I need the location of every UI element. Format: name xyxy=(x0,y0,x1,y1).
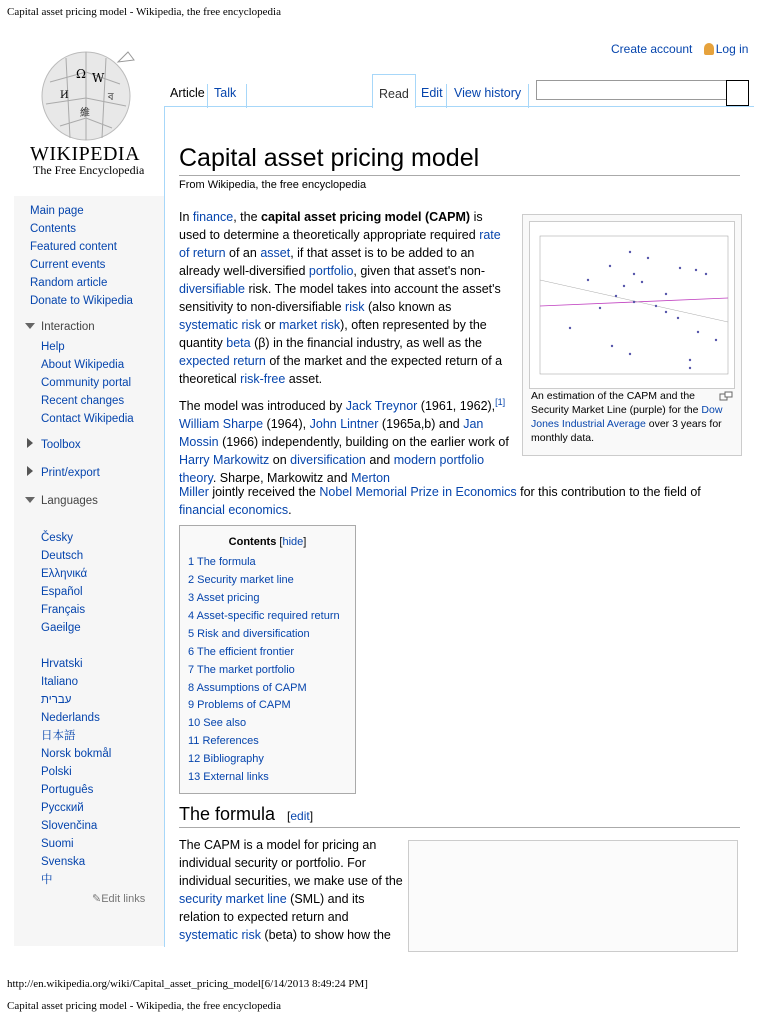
intro-paragraph: In finance, the capital asset pricing model (CAPM) is used to determine a theoretically appropriate required rate of return of an asset, if that asset is to be added to an already well-diversified portfolio, given that asset's non-diversifiable risk. The model takes into account the asset's sensitivity to non-diversifiable risk (also known as systematic risk or market risk), often represented by the quantity beta (β) in the financial industry, as well as the expected return of the market and the expected return of a theoretical risk-free asset. xyxy=(179,210,503,386)
toc-item[interactable]: 7 The market portfolio xyxy=(188,664,295,676)
log-in-link[interactable]: Log in xyxy=(715,42,749,56)
collapse-arrow-icon xyxy=(25,323,35,329)
language-link[interactable]: Česky xyxy=(41,532,73,544)
toc-title: Contents [hide] xyxy=(228,536,307,548)
sidebar-item-contents[interactable]: Contents xyxy=(30,223,77,235)
svg-text:И: И xyxy=(60,90,69,101)
page-title: Capital asset pricing model xyxy=(179,144,480,172)
pencil-icon: ✎ xyxy=(92,893,102,905)
language-link[interactable]: Ελληνικά xyxy=(41,568,88,580)
toc-item[interactable]: 9 Problems of CAPM xyxy=(188,699,291,711)
language-link[interactable]: 日本語 xyxy=(41,730,76,742)
sidebar-section-toolbox[interactable]: Toolbox xyxy=(27,438,81,451)
language-link[interactable]: עברית xyxy=(41,694,72,706)
figure-caption: An estimation of the CAPM and the Security Market Line (purple) for the Dow Jones Industrial Average over 3 years for monthly data. xyxy=(531,390,723,444)
formula-paragraph: The CAPM is a model for pricing an individual security or portfolio. For individual securities, we make use of the security market line (SML) and its relation to expected return and systematic risk (beta) to show how the xyxy=(179,838,403,942)
tab-article[interactable]: Article xyxy=(170,86,205,100)
language-link[interactable]: Français xyxy=(41,604,86,616)
toc-item[interactable]: 6 The efficient frontier xyxy=(188,646,294,658)
sidebar-item-current-events[interactable]: Current events xyxy=(30,259,106,271)
section-heading: The formula xyxy=(179,804,276,824)
toc-item[interactable]: 4 Asset-specific required return xyxy=(188,610,340,622)
logo-subtitle: The Free Encyclopedia xyxy=(33,163,145,177)
toc-item[interactable]: 2 Security market line xyxy=(188,574,294,586)
expand-arrow-icon xyxy=(27,466,33,476)
wikipedia-globe-logo[interactable] xyxy=(30,42,142,142)
figure-thumbnail xyxy=(522,214,742,456)
sidebar-main-nav xyxy=(30,202,133,310)
sidebar-item-community-portal[interactable]: Community portal xyxy=(41,377,132,389)
section-edit-link[interactable]: [edit] xyxy=(287,809,314,823)
language-link[interactable]: Nederlands xyxy=(41,712,100,724)
user-icon xyxy=(704,43,714,55)
toc-item[interactable]: 12 Bibliography xyxy=(188,753,264,765)
search-input[interactable] xyxy=(536,80,728,100)
edit-links-button[interactable]: ✎Edit links xyxy=(92,893,146,905)
language-link[interactable]: 中 xyxy=(41,874,53,886)
tab-talk[interactable]: Talk xyxy=(214,86,237,100)
collapse-arrow-icon xyxy=(25,497,35,503)
sidebar-section-interaction[interactable]: Interaction xyxy=(25,321,95,333)
toc-hide-toggle[interactable]: hide xyxy=(282,536,304,548)
sidebar-interaction-nav xyxy=(41,338,134,428)
language-link[interactable]: Deutsch xyxy=(41,550,84,562)
toc-item[interactable]: 8 Assumptions of CAPM xyxy=(188,682,307,694)
search-button[interactable] xyxy=(726,80,749,106)
toc-item[interactable]: 13 External links xyxy=(188,771,269,783)
language-link[interactable]: Português xyxy=(41,784,94,796)
language-link[interactable]: Русский xyxy=(41,802,84,814)
toc-item[interactable]: 10 See also xyxy=(188,717,247,729)
svg-text:Ω: Ω xyxy=(76,67,86,81)
svg-text:維: 維 xyxy=(80,108,90,119)
history-paragraph-end: Miller jointly received the Nobel Memorial Prize in Economics for this contribution to the field of financial economics. xyxy=(179,485,701,517)
language-link[interactable]: Svenska xyxy=(41,856,86,868)
toc-item[interactable]: 11 References xyxy=(188,735,259,747)
print-url: http://en.wikipedia.org/wiki/Capital_asset_pricing_model[6/14/2013 8:49:24 PM] xyxy=(7,978,368,990)
language-link[interactable]: Gaeilge xyxy=(41,622,81,634)
svg-text:W: W xyxy=(92,71,105,85)
sidebar-item-about[interactable]: About Wikipedia xyxy=(41,359,125,371)
sidebar-item-recent-changes[interactable]: Recent changes xyxy=(41,395,125,407)
sidebar-section-print-export[interactable]: Print/export xyxy=(27,466,100,479)
history-paragraph: The model was introduced by Jack Treynor (1961, 1962),[1] William Sharpe (1964), John Lintner (1965a,b) and Jan Mossin (1966) independently, building on the earlier work of Harry Markowitz on diversification and modern portfolio theory. Sharpe, Markowitz and Merton xyxy=(179,397,509,486)
sidebar-item-donate[interactable]: Donate to Wikipedia xyxy=(30,295,133,307)
sidebar-item-random-article[interactable]: Random article xyxy=(30,277,108,289)
table-of-contents xyxy=(179,525,356,794)
expand-arrow-icon xyxy=(27,438,33,448)
print-footer: Capital asset pricing model - Wikipedia, the free encyclopedia xyxy=(7,1000,281,1012)
dow-jones-link[interactable]: Dow Jones Industrial Average xyxy=(531,404,723,430)
figure-thumbnail-placeholder xyxy=(408,840,738,952)
sidebar-item-featured-content[interactable]: Featured content xyxy=(30,241,117,253)
language-link[interactable]: Norsk bokmål xyxy=(41,748,112,760)
language-link[interactable]: Slovenčina xyxy=(41,820,98,832)
language-link[interactable]: Italiano xyxy=(41,676,79,688)
create-account-link[interactable]: Create account xyxy=(611,42,693,56)
tab-divider xyxy=(207,84,208,108)
language-link[interactable]: Español xyxy=(41,586,83,598)
tab-view-history[interactable]: View history xyxy=(454,86,522,100)
section-divider xyxy=(179,827,740,828)
language-link[interactable]: Suomi xyxy=(41,838,74,850)
toc-item[interactable]: 1 The formula xyxy=(188,556,256,568)
tab-divider xyxy=(246,84,247,108)
language-list-b xyxy=(41,655,111,889)
logo-wordmark: WIKIPEDIA xyxy=(30,143,141,165)
sidebar-section-languages[interactable]: Languages xyxy=(25,495,98,507)
tab-read[interactable]: Read xyxy=(372,74,416,108)
capm-scatter-image[interactable] xyxy=(529,221,735,389)
tab-edit[interactable]: Edit xyxy=(421,86,443,100)
site-tagline: From Wikipedia, the free encyclopedia xyxy=(179,179,367,191)
tab-divider xyxy=(528,84,529,108)
print-header: Capital asset pricing model - Wikipedia, the free encyclopedia xyxy=(7,6,281,18)
toc-item[interactable]: 5 Risk and diversification xyxy=(188,628,310,640)
toc-item[interactable]: 3 Asset pricing xyxy=(188,592,260,604)
language-link[interactable]: Hrvatski xyxy=(41,658,83,670)
svg-text:ব: ব xyxy=(108,92,114,103)
tab-divider xyxy=(446,84,447,108)
sidebar-item-contact[interactable]: Contact Wikipedia xyxy=(41,413,134,425)
sidebar-item-main-page[interactable]: Main page xyxy=(30,205,84,217)
language-link[interactable]: Polski xyxy=(41,766,72,778)
language-list-a xyxy=(41,529,87,637)
personal-tools xyxy=(611,42,748,56)
title-divider xyxy=(179,175,740,176)
sidebar-item-help[interactable]: Help xyxy=(41,341,65,353)
